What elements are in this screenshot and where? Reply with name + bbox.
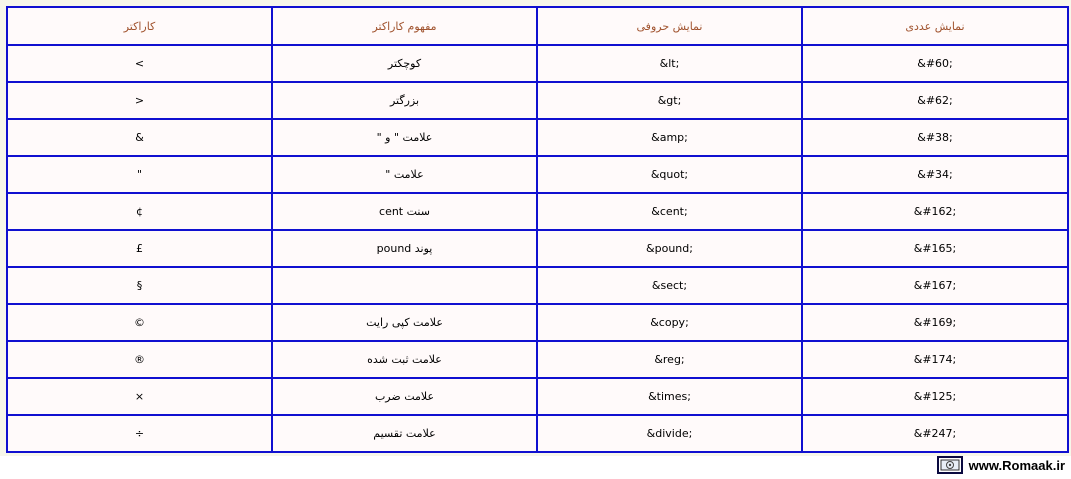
- table-row: [7, 415, 1068, 452]
- cell-numeric-entity: &#165;: [802, 230, 1068, 267]
- cell-named-entity: &reg;: [537, 341, 802, 378]
- cell-named-entity: &sect;: [537, 267, 802, 304]
- site-url[interactable]: www.Romaak.ir: [968, 457, 1065, 473]
- cell-character: §: [7, 267, 272, 304]
- cell-numeric-entity: &#34;: [802, 156, 1068, 193]
- cell-numeric-entity: &#125;: [802, 378, 1068, 415]
- cell-numeric-entity: &#169;: [802, 304, 1068, 341]
- cell-character: £: [7, 230, 272, 267]
- cell-character: <: [7, 45, 272, 82]
- site-footer: [937, 454, 1065, 476]
- header-meaning: مفهوم کاراکتر: [272, 7, 537, 45]
- table-row: [7, 193, 1068, 230]
- cell-meaning: علامت ": [272, 156, 537, 193]
- cell-meaning: علامت ثبت شده: [272, 341, 537, 378]
- cell-meaning: پوند pound: [272, 230, 537, 267]
- cell-character: ×: [7, 378, 272, 415]
- cell-named-entity: &lt;: [537, 45, 802, 82]
- cell-character: &: [7, 119, 272, 156]
- cell-character: ": [7, 156, 272, 193]
- cell-meaning: [272, 267, 537, 304]
- cell-numeric-entity: &#62;: [802, 82, 1068, 119]
- cell-meaning: علامت کپی رایت: [272, 304, 537, 341]
- cell-meaning: کوچکتر: [272, 45, 537, 82]
- table-row: [7, 230, 1068, 267]
- table-row: [7, 156, 1068, 193]
- cell-numeric-entity: &#247;: [802, 415, 1068, 452]
- cell-meaning: علامت " و ": [272, 119, 537, 156]
- table-row: [7, 341, 1068, 378]
- table-row: [7, 267, 1068, 304]
- table-row: [7, 119, 1068, 156]
- header-character: کاراکتر: [7, 7, 272, 45]
- cell-meaning: سنت cent: [272, 193, 537, 230]
- table-row: [7, 82, 1068, 119]
- cell-numeric-entity: &#60;: [802, 45, 1068, 82]
- cell-character: ÷: [7, 415, 272, 452]
- cell-named-entity: &times;: [537, 378, 802, 415]
- cell-character: ©: [7, 304, 272, 341]
- table-row: [7, 378, 1068, 415]
- cell-named-entity: &gt;: [537, 82, 802, 119]
- header-numeric-entity: نمایش عددی: [802, 7, 1068, 45]
- cell-named-entity: &quot;: [537, 156, 802, 193]
- cell-named-entity: &pound;: [537, 230, 802, 267]
- cell-character: ¢: [7, 193, 272, 230]
- cell-named-entity: &cent;: [537, 193, 802, 230]
- cell-numeric-entity: &#162;: [802, 193, 1068, 230]
- romaak-logo-icon: [937, 456, 963, 474]
- cell-numeric-entity: &#167;: [802, 267, 1068, 304]
- table-header-row: [7, 7, 1068, 45]
- table-row: [7, 45, 1068, 82]
- cell-numeric-entity: &#174;: [802, 341, 1068, 378]
- html-entities-table: [6, 6, 1069, 453]
- cell-meaning: علامت ضرب: [272, 378, 537, 415]
- cell-character: >: [7, 82, 272, 119]
- cell-meaning: بزرگتر: [272, 82, 537, 119]
- cell-character: ®: [7, 341, 272, 378]
- cell-named-entity: &amp;: [537, 119, 802, 156]
- cell-meaning: علامت تقسیم: [272, 415, 537, 452]
- header-named-entity: نمایش حروفی: [537, 7, 802, 45]
- cell-named-entity: &copy;: [537, 304, 802, 341]
- cell-named-entity: &divide;: [537, 415, 802, 452]
- cell-numeric-entity: &#38;: [802, 119, 1068, 156]
- table-row: [7, 304, 1068, 341]
